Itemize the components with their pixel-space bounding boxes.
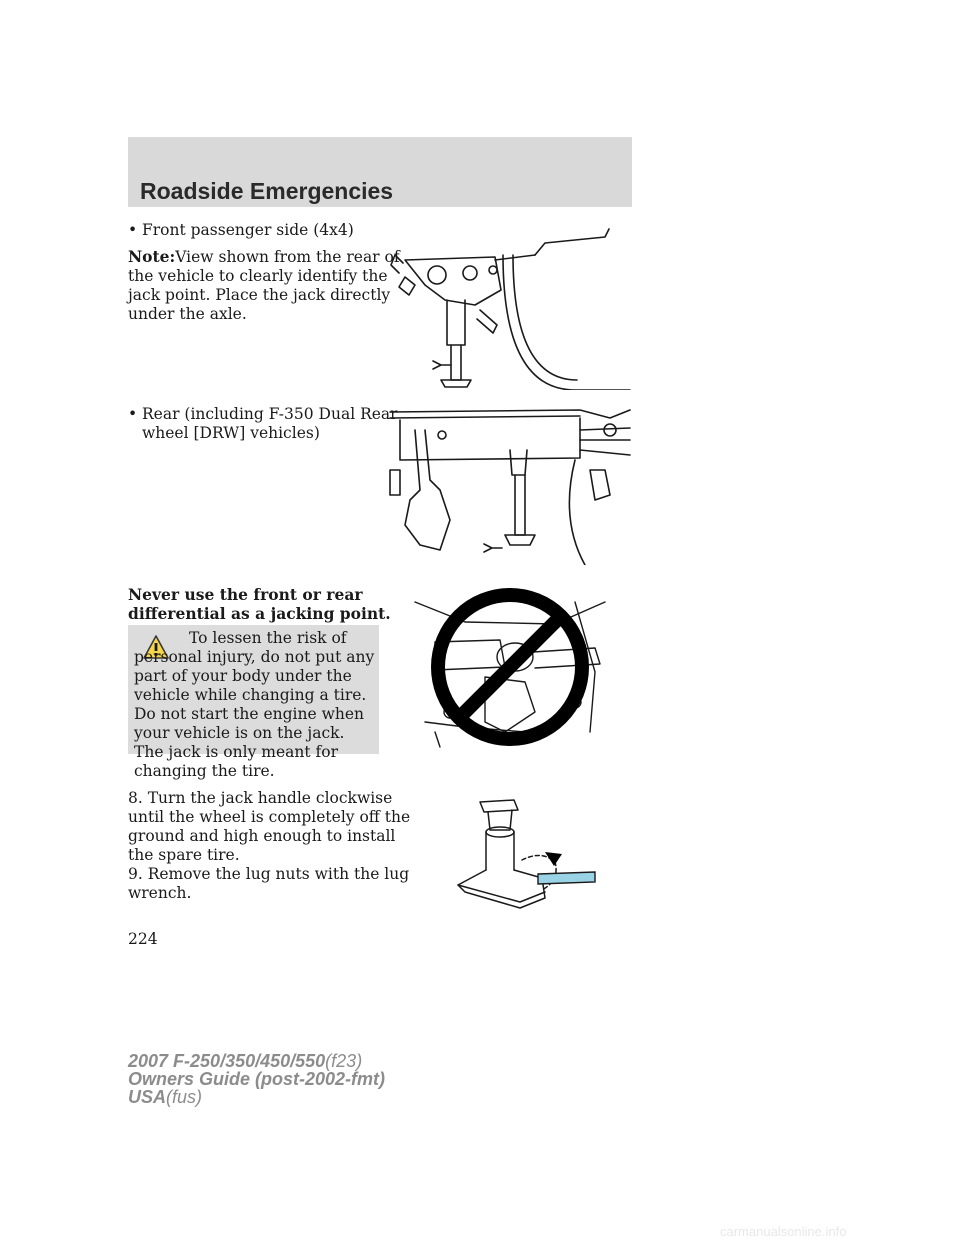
step-9-line-2: wrench.	[128, 884, 192, 902]
step-9-line-1: 9. Remove the lug nuts with the lug	[128, 865, 410, 883]
jack-handle-illustration	[450, 790, 600, 910]
bullet-rear-line-1: Rear (including F-350 Dual Rear	[142, 405, 398, 423]
page-number: 224	[128, 930, 158, 948]
footer-region-code: (fus)	[166, 1087, 203, 1107]
bullet-rear-line-2: wheel [DRW] vehicles)	[142, 424, 320, 442]
footer-model-code: (f23)	[325, 1051, 363, 1071]
note-line-1: View shown from the rear of	[175, 248, 400, 266]
footer-region: USA	[128, 1087, 167, 1107]
note-line-3: jack point. Place the jack directly	[128, 286, 391, 304]
note-line-4: under the axle.	[128, 305, 247, 323]
step-9	[128, 865, 409, 903]
section-title: Roadside Emergencies	[140, 178, 394, 204]
clockwise-arrow-icon	[545, 852, 562, 866]
bullet-dot: •	[128, 221, 138, 239]
bullet-front-text: Front passenger side (4x4)	[142, 221, 354, 239]
footer-guide: Owners Guide (post-2002-fmt)	[128, 1069, 386, 1089]
note-paragraph	[128, 247, 400, 324]
step-8	[128, 789, 410, 865]
note-line-2: the vehicle to clearly identify the	[128, 267, 388, 285]
warning-box	[128, 625, 379, 780]
step-8-line-3: ground and high enough to install	[128, 827, 396, 845]
footer-model: 2007 F-250/350/450/550	[128, 1051, 326, 1071]
document-footer	[128, 1052, 385, 1106]
differential-prohibited-illustration	[405, 582, 635, 752]
warning-text: To lessen the risk of personal injury, do not put any part of your body under the vehicle while changing a tire. Do not start the engine when your vehicle is on the jack. The jack is only meant for changing the tire.	[134, 629, 375, 780]
never-use-warning	[128, 585, 391, 623]
rear-axle-jack-illustration	[380, 400, 635, 565]
watermark: carmanualsonline.info	[720, 1224, 847, 1239]
step-8-line-2: until the wheel is completely off the	[128, 808, 411, 826]
bullet-dot: •	[128, 405, 138, 423]
note-label: Note:	[128, 247, 176, 266]
never-use-line-1: Never use the front or rear	[128, 585, 363, 604]
never-use-line-2: differential as a jacking point.	[128, 604, 391, 623]
front-axle-jack-illustration	[385, 215, 635, 390]
step-8-line-4: the spare tire.	[128, 846, 240, 864]
step-8-line-1: 8. Turn the jack handle clockwise	[128, 789, 393, 807]
jack-handle	[538, 872, 595, 884]
